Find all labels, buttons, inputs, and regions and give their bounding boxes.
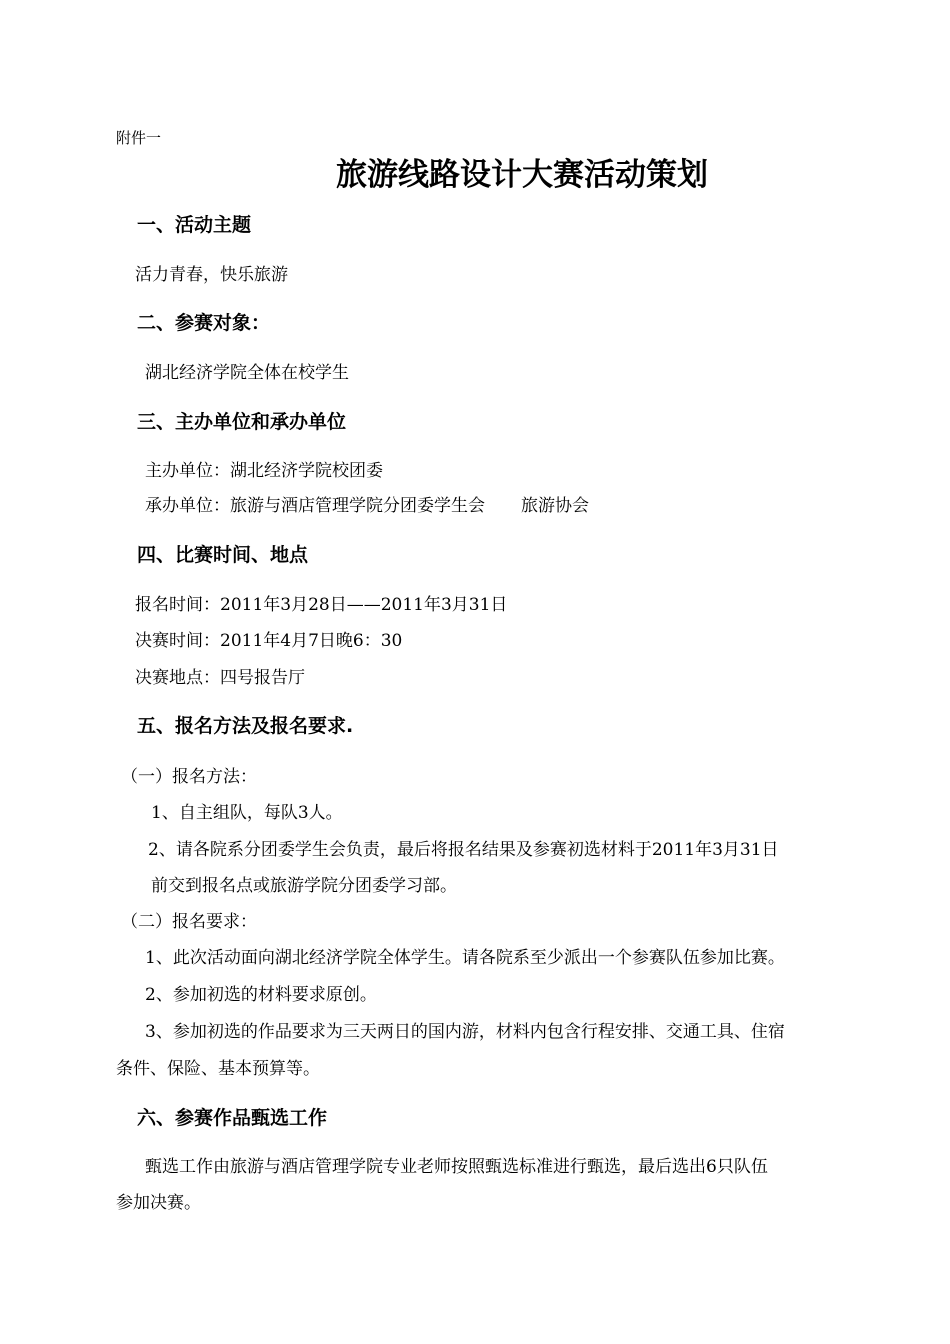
section-1-heading: 一、活动主题	[137, 214, 252, 236]
signup-req-2: 2、参加初选的材料要求原创。	[145, 985, 377, 1005]
section-5-heading: 五、报名方法及报名要求.	[137, 715, 354, 737]
final-time-line: 决赛时间：2011年4月7日晚6：30	[135, 631, 403, 651]
signup-req-title: （二）报名要求：	[121, 912, 257, 932]
host-unit-line: 主办单位：湖北经济学院校团委	[145, 461, 383, 481]
section-2-text: 湖北经济学院全体在校学生	[145, 363, 349, 383]
section-6-heading: 六、参赛作品甄选工作	[137, 1107, 328, 1129]
signup-method-2-line2: 前交到报名点或旅游学院分团委学习部。	[151, 876, 457, 896]
signup-method-2-line1: 2、请各院系分团委学生会负责，最后将报名结果及参赛初选材料于2011年3月31日	[148, 840, 779, 860]
section-2-heading: 二、参赛对象：	[137, 312, 271, 334]
signup-method-1: 1、自主组队，每队3人。	[151, 803, 343, 823]
section-4-heading: 四、比赛时间、地点	[137, 544, 309, 566]
section-6-text-line1: 甄选工作由旅游与酒店管理学院专业老师按照甄选标准进行甄选，最后选出6只队伍	[145, 1157, 768, 1177]
attachment-label: 附件一	[116, 129, 162, 147]
signup-req-3-line2: 条件、保险、基本预算等。	[116, 1059, 320, 1079]
signup-req-3-line1: 3、参加初选的作品要求为三天两日的国内游，材料内包含行程安排、交通工具、住宿	[145, 1022, 785, 1042]
organizer-unit-extra: 旅游协会	[521, 496, 589, 516]
signup-method-title: （一）报名方法：	[121, 767, 257, 787]
final-place-line: 决赛地点：四号报告厅	[135, 668, 305, 688]
section-1-text: 活力青春，快乐旅游	[135, 265, 288, 285]
document-title: 旅游线路设计大赛活动策划	[336, 157, 708, 193]
signup-req-1: 1、此次活动面向湖北经济学院全体学生。请各院系至少派出一个参赛队伍参加比赛。	[145, 948, 785, 968]
organizer-unit-text: 承办单位：旅游与酒店管理学院分团委学生会	[145, 496, 485, 516]
organizer-unit-line	[145, 498, 589, 515]
section-3-heading: 三、主办单位和承办单位	[137, 411, 347, 433]
section-6-text-line2: 参加决赛。	[116, 1193, 201, 1213]
signup-time-line: 报名时间：2011年3月28日——2011年3月31日	[135, 595, 508, 615]
